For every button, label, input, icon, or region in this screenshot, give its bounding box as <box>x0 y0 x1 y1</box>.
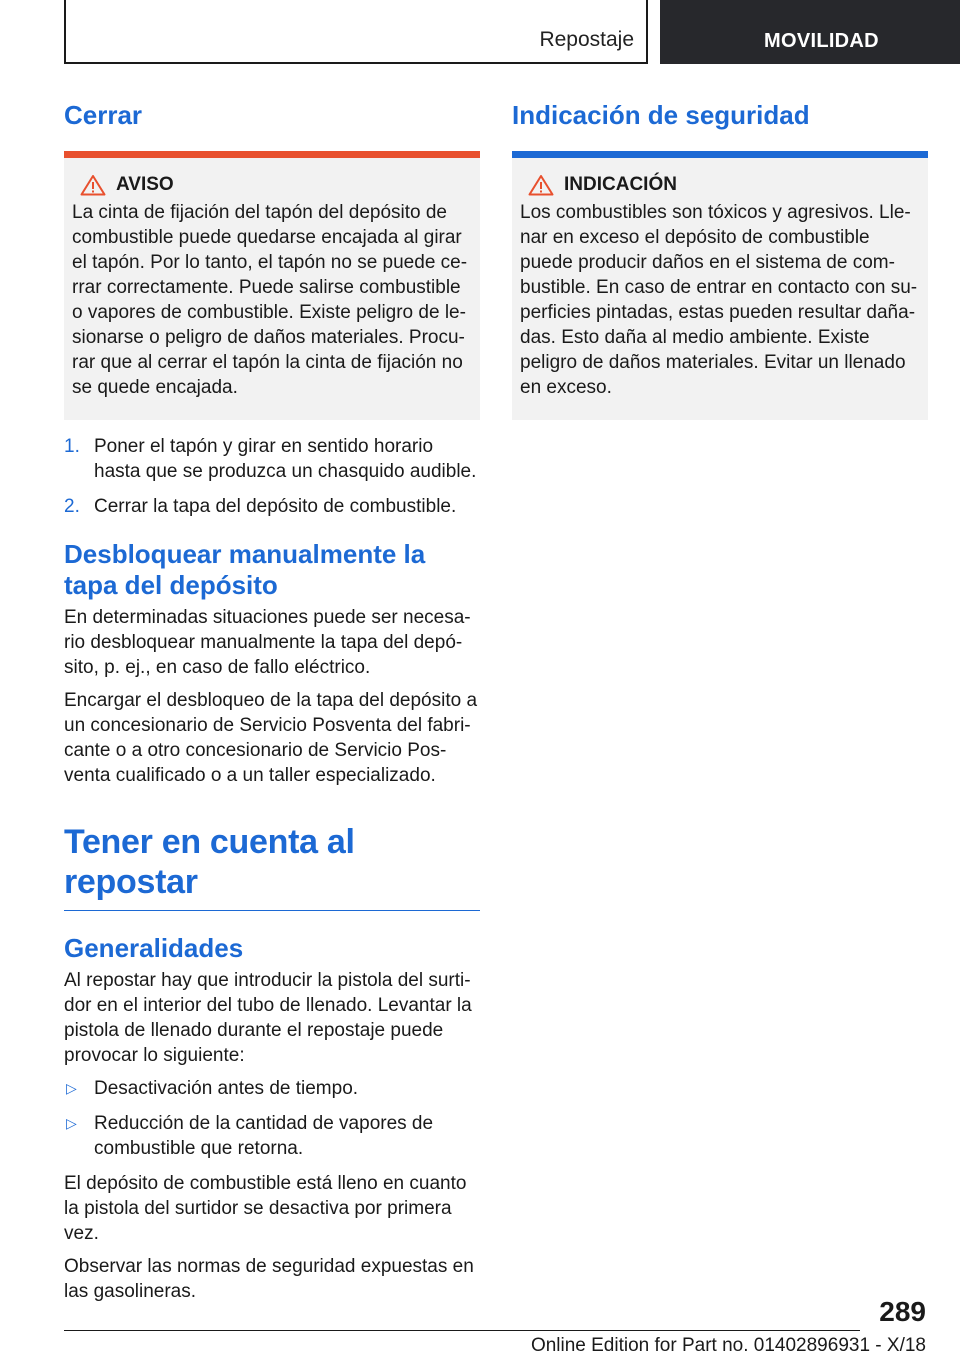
paragraph: Observar las normas de seguridad expuestas en las gasolineras. <box>64 1256 474 1303</box>
page-number: 289 <box>879 1296 926 1327</box>
notice-title: INDICACIÓN <box>564 174 677 196</box>
list-item <box>64 1076 480 1101</box>
footer-divider <box>64 1330 860 1331</box>
notice-rule <box>512 151 928 158</box>
notice-text: Los combustibles son tóxicos y agresivos. Lle-nar en exceso el depósito de combustible puede producir daños en el sistema de com-bustible. En caso de entrar en contacto con su-perficies pintadas, estas pueden resultar daña-das. Esto daña al medio ambiente. Existe peligro de daños materiales. Evitar un llenado en exceso. <box>520 202 918 399</box>
list-item <box>64 434 480 484</box>
bullet-list <box>64 1076 480 1161</box>
step-number: 1. <box>64 436 80 458</box>
step-text: Cerrar la tapa del depósito de combustible. <box>94 496 457 518</box>
warning-triangle-icon <box>528 174 554 196</box>
list-item <box>64 494 480 519</box>
paragraph: Al repostar hay que introducir la pistola del surti-dor en el interior del tubo de llenado. Levantar la pistola de llenado durante el repostaje puede provocar lo siguiente: <box>64 970 472 1067</box>
section-title-cerrar: Cerrar <box>64 100 143 130</box>
warning-triangle-icon <box>80 174 106 196</box>
step-number: 2. <box>64 496 80 518</box>
header-section-tab <box>64 0 648 64</box>
warning-text: La cinta de fijación del tapón del depósito de combustible puede quedarse encajada al girar el tapón. Por lo tanto, el tapón no se puede ce-rrar correctamente. Puede salirse combustible o vapores de combustible. Existe peligro de le-sionarse o peligro de daños materiales. Procu-rar que al cerrar el tapón la cinta de fijación no se quede encajada. <box>72 202 468 399</box>
chapter-heading-tener-en-cuenta: Tener en cuenta al repostar <box>64 822 480 911</box>
section-title-desbloquear: Desbloquear manualmente la tapa del depósito <box>64 539 426 601</box>
section-title-generalidades: Generalidades <box>64 933 244 964</box>
section-title-indicacion: Indicación de seguridad <box>512 100 810 130</box>
right-column <box>512 100 928 420</box>
list-item <box>64 1111 480 1161</box>
left-column <box>64 100 480 1312</box>
warning-rule <box>64 151 480 158</box>
warning-header <box>80 174 472 196</box>
bullet-text: Desactivación antes de tiempo. <box>94 1078 359 1100</box>
notice-header <box>528 174 920 196</box>
paragraph: Encargar el desbloqueo de la tapa del depósito a un concesionario de Servicio Posventa del fabri-cante o a otro concesionario de Servicio Pos-venta cualificado o a un taller especializado. <box>64 690 478 787</box>
step-text: Poner el tapón y girar en sentido horario hasta que se produzca un chasquido audible. <box>94 436 477 483</box>
triangle-bullet-icon: ▷ <box>66 1115 77 1132</box>
header-chapter-label: MOVILIDAD <box>764 30 879 52</box>
notice-box <box>512 158 928 420</box>
steps-list <box>64 434 480 519</box>
triangle-bullet-icon: ▷ <box>66 1080 77 1097</box>
header-chapter-tab <box>660 0 960 64</box>
warning-title: AVISO <box>116 174 174 196</box>
paragraph: En determinadas situaciones puede ser necesa-rio desbloquear manualmente la tapa del depó-sito, p. ej., en caso de fallo eléctrico. <box>64 607 471 679</box>
paragraph: El depósito de combustible está lleno en cuanto la pistola del surtidor se desactiva por primera vez. <box>64 1173 467 1245</box>
footer-edition: Online Edition for Part no. 01402896931 - X/18 <box>530 1335 926 1356</box>
header-section-label: Repostaje <box>539 28 634 51</box>
bullet-text: Reducción de la cantidad de vapores de combustible que retorna. <box>94 1113 434 1160</box>
warning-box <box>64 158 480 420</box>
